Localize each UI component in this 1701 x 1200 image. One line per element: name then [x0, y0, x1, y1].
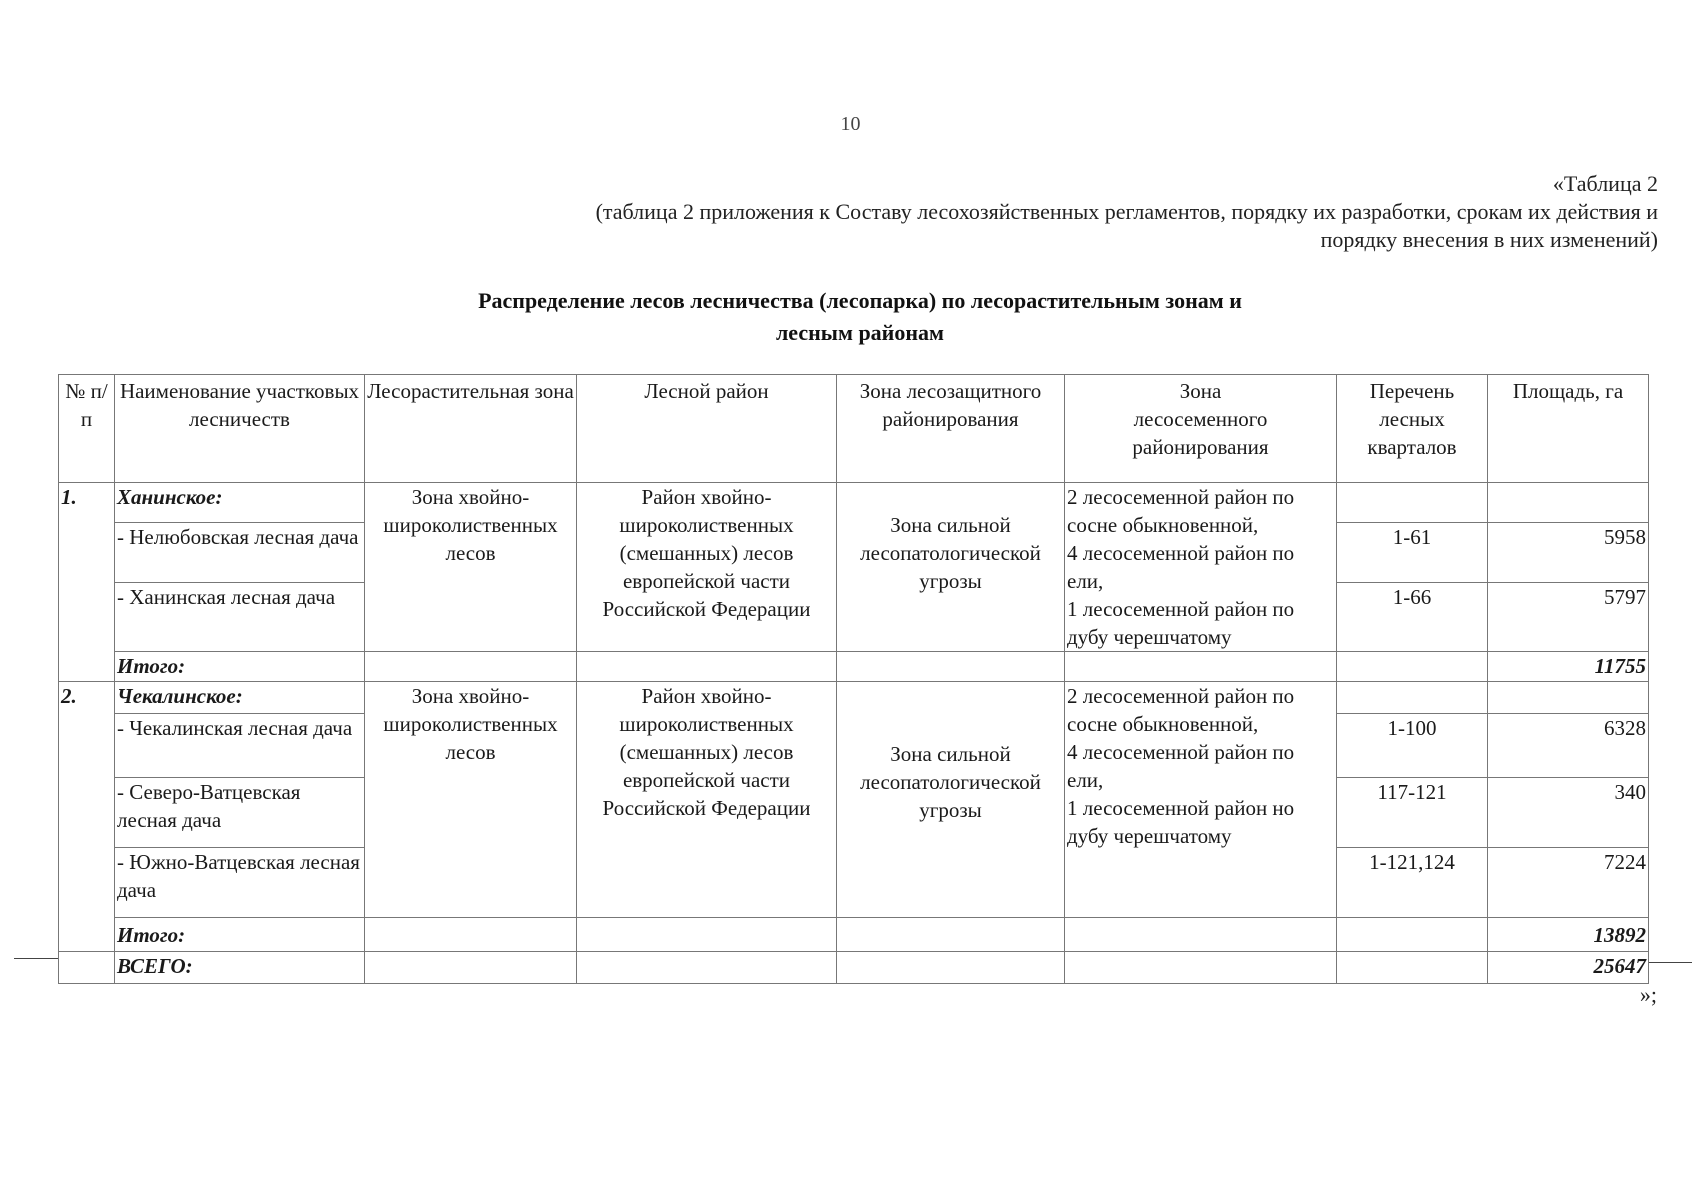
empty-cell — [837, 952, 1065, 984]
group-2-title-row — [59, 682, 1649, 714]
row-quarters: 1-61 — [1337, 522, 1488, 583]
group-2-protect-zone: Зона сильной лесопатологической угрозы — [837, 682, 1065, 918]
row-area: 5797 — [1488, 583, 1649, 652]
caption-line-2: лесным районам — [775, 320, 945, 345]
row-quarters: 1-100 — [1337, 714, 1488, 778]
empty-cell — [1337, 952, 1488, 984]
group-1-num: 1. — [59, 483, 115, 682]
group-1-title-area — [1488, 483, 1649, 523]
row-area: 7224 — [1488, 848, 1649, 918]
empty-cell — [1065, 652, 1337, 682]
empty-cell — [365, 652, 577, 682]
row-name: - Нелюбовская лесная дача — [115, 522, 365, 583]
empty-cell — [365, 918, 577, 952]
closing-quote: »; — [1639, 982, 1657, 1007]
group-2-title-quarters — [1337, 682, 1488, 714]
row-quarters: 1-121,124 — [1337, 848, 1488, 918]
group-1-total-label: Итого: — [115, 652, 365, 682]
table-caption — [60, 285, 1660, 349]
header-quarters: Перечень лесных кварталов — [1337, 375, 1488, 483]
group-2-total-row — [59, 918, 1649, 952]
group-1-protect-zone: Зона сильной лесопатологической угрозы — [837, 483, 1065, 652]
group-1-total-area: 11755 — [1488, 652, 1649, 682]
group-2-veg-zone: Зона хвойно-широколиственных лесов — [365, 682, 577, 918]
empty-cell — [577, 952, 837, 984]
row-area: 340 — [1488, 778, 1649, 848]
left-margin-line — [14, 958, 58, 959]
group-2-num: 2. — [59, 682, 115, 952]
table-ref-line-3: порядку внесения в них изменений) — [1320, 227, 1658, 252]
group-1-total-row — [59, 652, 1649, 682]
header-seed-zone: Зона лесосеменного районирования — [1065, 375, 1337, 483]
group-1-seed-zone: 2 лесосеменной район по сосне обыкновенной, 4 лесосеменной район по ели, 1 лесосеменной район по дубу черешчатому — [1065, 483, 1337, 652]
table-ref-line-2: (таблица 2 приложения к Составу лесохозяйственных регламентов, порядку их разработки, срокам их действия и — [595, 199, 1658, 224]
page-number: 10 — [840, 113, 861, 135]
empty-cell — [1065, 952, 1337, 984]
group-1-veg-zone: Зона хвойно-широколиственных лесов — [365, 483, 577, 652]
group-1-title-row — [59, 483, 1649, 523]
empty-cell — [1337, 918, 1488, 952]
forest-distribution-table — [58, 374, 1649, 984]
group-1-forest-region: Район хвойно-широколиственных (смешанных) лесов европейской части Российской Федерации — [577, 483, 837, 652]
group-2-title-area — [1488, 682, 1649, 714]
empty-cell — [1337, 652, 1488, 682]
empty-cell — [1065, 918, 1337, 952]
row-name: - Северо-Ватцевская лесная дача — [115, 778, 365, 848]
table-ref-line-1: «Таблица 2 — [1552, 171, 1658, 196]
table-reference — [408, 170, 1658, 254]
header-forest-region: Лесной район — [577, 375, 837, 483]
group-2-forest-region: Район хвойно-широколиственных (смешанных) лесов европейской части Российской Федерации — [577, 682, 837, 918]
group-2-total-area: 13892 — [1488, 918, 1649, 952]
row-area: 6328 — [1488, 714, 1649, 778]
group-1-title-quarters — [1337, 483, 1488, 523]
row-quarters: 1-66 — [1337, 583, 1488, 652]
row-quarters: 117-121 — [1337, 778, 1488, 848]
header-area: Площадь, га — [1488, 375, 1649, 483]
right-margin-line — [1648, 962, 1692, 963]
row-area: 5958 — [1488, 522, 1649, 583]
empty-cell — [837, 918, 1065, 952]
header-row — [59, 375, 1649, 483]
caption-line-1: Распределение лесов лесничества (лесопарка) по лесорастительным зонам и — [478, 288, 1242, 313]
row-name: - Ханинская лесная дача — [115, 583, 365, 652]
empty-cell — [837, 652, 1065, 682]
group-1-name: Ханинское: — [115, 483, 365, 523]
grand-total-area: 25647 — [1488, 952, 1649, 984]
header-num: № п/п — [59, 375, 115, 483]
header-name: Наименование участковых лесничеств — [115, 375, 365, 483]
empty-cell — [59, 952, 115, 984]
row-name: - Чекалинская лесная дача — [115, 714, 365, 778]
row-name: - Южно-Ватцевская лесная дача — [115, 848, 365, 918]
header-veg-zone: Лесорастительная зона — [365, 375, 577, 483]
empty-cell — [577, 918, 837, 952]
grand-total-row — [59, 952, 1649, 984]
header-protect-zone: Зона лесозащитного районирования — [837, 375, 1065, 483]
grand-total-label: ВСЕГО: — [115, 952, 365, 984]
group-2-total-label: Итого: — [115, 918, 365, 952]
group-2-name: Чекалинское: — [115, 682, 365, 714]
empty-cell — [577, 652, 837, 682]
empty-cell — [365, 952, 577, 984]
group-2-seed-zone: 2 лесосеменной район по сосне обыкновенной, 4 лесосеменной район по ели, 1 лесосеменной район но дубу черешчатому — [1065, 682, 1337, 918]
